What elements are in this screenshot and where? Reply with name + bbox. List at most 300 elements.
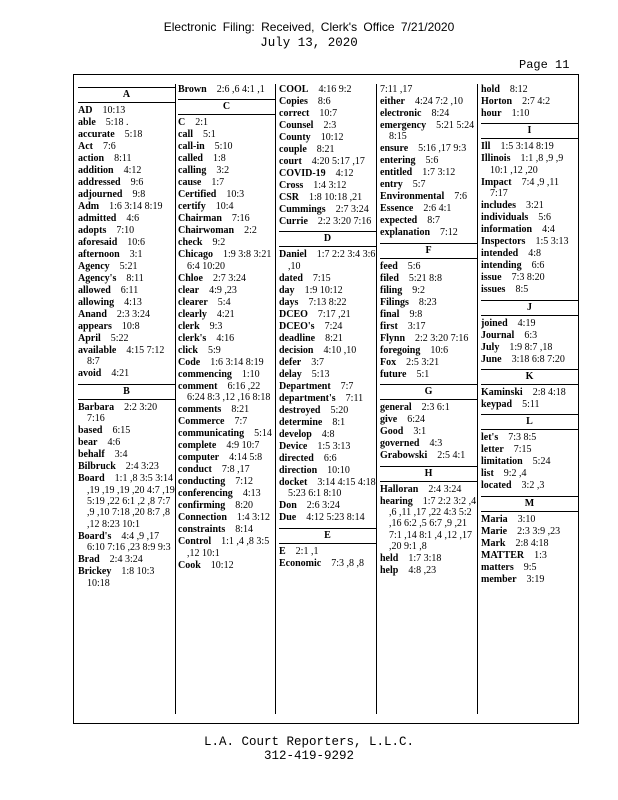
index-page-refs: 1:6 3:14 8:19 xyxy=(109,201,163,212)
index-page-refs: 3:19 xyxy=(526,573,545,585)
index-term: COVID-19 xyxy=(279,168,326,179)
index-term: Board xyxy=(78,473,105,485)
index-term: adjourned xyxy=(78,189,123,200)
index-term: Illinois xyxy=(481,153,511,165)
index-term: list xyxy=(481,468,494,480)
index-entry xyxy=(481,514,578,525)
index-entry xyxy=(178,369,275,380)
index-term: entry xyxy=(380,179,403,191)
index-term: Mark xyxy=(481,537,506,549)
index-entry xyxy=(78,309,175,320)
index-page-refs: 4:21 xyxy=(111,368,130,380)
index-term: COOL xyxy=(279,84,309,95)
index-entry xyxy=(279,546,376,557)
index-term: Good xyxy=(380,426,404,438)
index-term: based xyxy=(78,425,103,437)
index-term: Chairwoman xyxy=(178,225,235,237)
index-term: action xyxy=(78,153,105,164)
index-entry xyxy=(279,429,376,440)
index-term: Anand xyxy=(78,309,107,320)
index-page-refs: 1:10 xyxy=(241,368,260,380)
index-term: MATTER xyxy=(481,549,525,561)
index-entry xyxy=(481,84,578,95)
index-page-refs: 1:7 2:2 3:2 ,4 ,6 ,11 ,17 ,22 4:3 5:2 ,16 6:2 ,5 6:7 ,9 ,21 7:1 ,14 8:1 ,4 ,12 ,17 ,20 9:1 ,8 xyxy=(389,495,477,553)
index-term: Bilbruck xyxy=(78,461,116,473)
index-entry xyxy=(481,468,578,479)
index-term: ensure xyxy=(380,143,409,155)
index-page-refs: 4:8 xyxy=(321,428,335,440)
index-term: entering xyxy=(380,155,416,167)
index-letter-heading: F xyxy=(380,243,477,259)
index-term: Economic xyxy=(279,557,322,569)
index-entry xyxy=(380,273,477,284)
index-entry xyxy=(279,84,376,95)
index-entry xyxy=(380,309,477,320)
index-page-refs: 10:12 xyxy=(210,559,234,571)
index-term: Currie xyxy=(279,216,308,227)
index-term: Ill xyxy=(481,141,491,153)
index-entry xyxy=(178,560,275,571)
index-term: conducting xyxy=(178,476,226,488)
index-term: C xyxy=(178,117,186,129)
index-entry xyxy=(279,216,376,227)
index-term: clearly xyxy=(178,308,207,320)
index-letter-heading: L xyxy=(481,414,578,430)
index-page-refs: 3:1 xyxy=(413,426,427,438)
index-entry xyxy=(380,297,477,308)
index-entry xyxy=(279,500,376,511)
index-entry xyxy=(178,464,275,475)
index-term: member xyxy=(481,573,517,585)
index-term: destroyed xyxy=(279,404,321,416)
index-entry xyxy=(279,168,376,179)
index-term: call-in xyxy=(178,141,205,153)
index-page-refs: 6:15 xyxy=(112,425,131,437)
index-entry xyxy=(279,249,376,272)
index-page-refs: 6:24 xyxy=(407,414,425,426)
index-term: behalf xyxy=(78,449,105,461)
index-page-refs: 7:15 xyxy=(312,272,331,284)
index-page-refs: 7:8 ,17 xyxy=(221,464,250,476)
index-term: E xyxy=(279,545,286,557)
index-entry xyxy=(380,357,477,368)
index-page-refs: 1:7 2:2 3:4 3:6 ,10 xyxy=(288,249,376,272)
index-page-refs: 4:13 xyxy=(242,488,261,500)
index-page-refs: 1:8 10:18 ,21 xyxy=(309,192,363,203)
index-entry xyxy=(481,212,578,223)
index-term: either xyxy=(380,96,405,107)
index-entry xyxy=(178,381,275,404)
index-entry xyxy=(481,248,578,259)
index-entry xyxy=(380,450,477,461)
index-page-refs: 5:6 xyxy=(538,212,552,224)
index-term: Department xyxy=(279,380,331,392)
index-entry xyxy=(279,204,376,215)
index-entry xyxy=(279,333,376,344)
index-entry xyxy=(380,285,477,296)
index-term: days xyxy=(279,296,299,308)
index-letter-heading: D xyxy=(279,231,376,247)
index-term: Control xyxy=(178,536,212,548)
index-entry xyxy=(279,132,376,143)
index-term: Copies xyxy=(279,96,308,107)
index-entry xyxy=(178,476,275,487)
index-page-refs: 2:3 3:24 xyxy=(116,309,150,320)
index-letter-heading: C xyxy=(178,99,275,115)
index-term: Act xyxy=(78,141,93,152)
reporter-phone: 312-419-9292 xyxy=(263,749,354,763)
index-term: final xyxy=(380,308,400,320)
index-term: general xyxy=(380,402,412,414)
index-page-refs: 2:4 3:24 xyxy=(428,483,462,495)
index-term: Grabowski xyxy=(380,450,428,462)
index-page-refs: 4:8 xyxy=(528,248,542,260)
index-page-refs: 1:4 3:12 xyxy=(236,512,270,524)
index-page-refs: 1:5 3:13 xyxy=(535,236,569,248)
index-entry xyxy=(178,213,275,224)
index-term: Device xyxy=(279,440,308,452)
index-page-refs: 10:12 xyxy=(320,132,344,143)
index-page-refs: 7:17 ,21 xyxy=(317,308,351,320)
index-page-refs: 3:14 4:15 4:18 5:23 6:1 8:10 xyxy=(288,476,376,500)
index-term: correct xyxy=(279,108,310,119)
index-term: June xyxy=(481,353,502,365)
index-term: decision xyxy=(279,344,314,356)
index-entry xyxy=(78,425,175,436)
index-entry xyxy=(380,484,477,495)
index-page-refs: 4:14 5:8 xyxy=(229,452,263,464)
index-page-refs: 10:6 xyxy=(127,237,146,248)
index-entry xyxy=(178,273,275,284)
index-page-refs: 1:9 3:8 3:21 6:4 10:20 xyxy=(187,249,272,272)
index-page-refs: 3:21 xyxy=(526,200,544,212)
index-term: addition xyxy=(78,165,114,176)
index-page-refs: 4:12 xyxy=(123,165,142,176)
index-entry xyxy=(380,108,477,119)
index-page-refs: 2:2 3:20 7:16 xyxy=(317,216,372,227)
index-entry xyxy=(78,201,175,212)
index-entry xyxy=(78,153,175,164)
index-page-refs: 5:18 . xyxy=(105,117,129,128)
index-page-refs: 9:2 xyxy=(412,284,426,296)
index-page-refs: 2:3 3:9 ,23 xyxy=(517,525,561,537)
index-page-refs: 7:24 xyxy=(324,320,343,332)
index-term: intended xyxy=(481,248,519,260)
index-term: feed xyxy=(380,260,398,272)
index-entry xyxy=(178,297,275,308)
index-term: Connection xyxy=(178,512,227,524)
index-term: Brown xyxy=(178,84,207,95)
index-page-refs: 3:7 xyxy=(311,356,324,368)
index-letter-heading: I xyxy=(481,123,578,139)
index-page-refs: 4:15 7:12 8:7 xyxy=(87,345,165,368)
index-entry xyxy=(279,558,376,569)
index-entry xyxy=(279,441,376,452)
index-term: April xyxy=(78,333,101,344)
index-entry xyxy=(279,369,376,380)
index-entry xyxy=(481,387,578,398)
index-column-3 xyxy=(279,84,377,714)
index-letter-heading: J xyxy=(481,300,578,316)
index-page-refs: 2:2 3:20 7:16 xyxy=(87,401,158,425)
index-entry xyxy=(78,117,175,128)
index-entry xyxy=(78,402,175,425)
index-entry xyxy=(380,227,477,238)
index-entry xyxy=(178,285,275,296)
index-page-refs: 10:8 xyxy=(121,321,140,332)
index-page-refs: 9:2 ,4 xyxy=(503,468,527,480)
index-term: Cook xyxy=(178,559,201,571)
index-page-refs: 10:13 xyxy=(102,105,126,116)
index-letter-heading: K xyxy=(481,369,578,385)
index-term: Fox xyxy=(380,356,397,368)
index-letter-heading: H xyxy=(380,466,477,482)
index-term: first xyxy=(380,320,398,332)
index-page-refs: 4:12 xyxy=(335,168,354,179)
index-entry xyxy=(178,536,275,559)
index-term: Code xyxy=(178,356,201,368)
index-page-refs: 10:7 xyxy=(319,108,338,119)
index-page-refs: 8:21 xyxy=(231,404,250,416)
index-page-refs: 1:1 ,8 ,9 ,9 10:1 ,12 ,20 xyxy=(490,153,564,176)
index-page-refs: 7:6 xyxy=(454,191,468,203)
index-term: direction xyxy=(279,464,318,476)
index-page-refs: 1:9 8:7 ,18 xyxy=(509,341,553,353)
index-entry xyxy=(380,369,477,380)
index-term: Flynn xyxy=(380,332,406,344)
index-page-refs: 2:4 3:23 xyxy=(125,461,159,473)
index-entry xyxy=(279,273,376,284)
index-entry xyxy=(178,84,275,95)
index-page-refs: 8:5 xyxy=(515,284,529,296)
index-entry xyxy=(279,297,376,308)
index-entry xyxy=(481,550,578,561)
index-letter-heading: G xyxy=(380,384,477,400)
index-term: Brad xyxy=(78,554,100,566)
index-page-refs: 2:7 4:2 xyxy=(522,96,551,107)
index-term: appears xyxy=(78,321,112,332)
index-column-1 xyxy=(78,84,176,714)
index-page-refs: 4:4 xyxy=(542,224,555,236)
index-page-refs: 7:7 xyxy=(234,416,248,428)
index-entry xyxy=(178,249,275,272)
index-page-refs: 4:21 xyxy=(216,308,235,320)
index-page-refs: 4:4 ,9 ,17 6:10 7:16 ,23 8:9 9:3 xyxy=(87,530,171,554)
index-page-refs: 1:1 ,4 ,8 3:5 ,12 10:1 xyxy=(187,536,270,559)
index-entry xyxy=(481,260,578,271)
index-entry xyxy=(78,177,175,188)
index-term: Don xyxy=(279,500,297,512)
index-page-refs: 5:20 xyxy=(330,404,349,416)
index-entry xyxy=(380,426,477,437)
index-term: filing xyxy=(380,284,403,296)
index-term: joined xyxy=(481,317,508,329)
index-page-refs: 4:10 ,10 xyxy=(323,344,357,356)
index-term: computer xyxy=(178,452,220,464)
index-entry xyxy=(178,189,275,200)
index-page-refs: 8:6 xyxy=(317,96,331,107)
index-page-refs: 7:10 xyxy=(116,225,135,236)
index-entry xyxy=(78,449,175,460)
index-term: July xyxy=(481,341,500,353)
index-page-refs: 5:1 xyxy=(416,368,430,380)
index-page-refs: 7:15 xyxy=(513,444,532,456)
index-page-refs: 7:3 ,8 ,8 xyxy=(331,557,364,569)
index-entry xyxy=(380,321,477,332)
index-entry xyxy=(380,96,477,107)
index-page-refs: 10:6 xyxy=(430,344,449,356)
page-footer xyxy=(0,735,618,763)
index-page-refs: 1:1 ,8 3:5 3:14 ,19 ,19 ,19 ,20 4:7 ,19 5:19 ,22 6:1 ,2 ,8 7:7 ,9 ,10 7:18 ,20 8:7 ,8 ,12 8:23 10:1 xyxy=(87,473,175,530)
index-entry xyxy=(178,309,275,320)
index-page-refs: 3:2 ,3 xyxy=(521,480,545,492)
index-term: Cummings xyxy=(279,204,326,215)
index-column-5 xyxy=(481,84,578,714)
index-term: held xyxy=(380,553,399,565)
index-term: conduct xyxy=(178,464,212,476)
index-entry xyxy=(279,357,376,368)
index-page-refs: 5:21 xyxy=(119,261,138,272)
index-entry xyxy=(178,129,275,140)
index-page-refs: 4:9 ,23 xyxy=(209,284,237,296)
index-entry xyxy=(380,215,477,226)
index-page-refs: 1:8 xyxy=(213,153,226,165)
index-page-refs: 5:24 xyxy=(532,456,551,468)
index-term: deadline xyxy=(279,332,316,344)
index-entry xyxy=(481,342,578,353)
index-term: CSR xyxy=(279,192,300,203)
index-term: available xyxy=(78,345,117,356)
index-entry xyxy=(178,165,275,176)
index-entry xyxy=(380,438,477,449)
index-entry xyxy=(481,224,578,235)
index-entry xyxy=(279,120,376,131)
index-page-refs: 8:7 xyxy=(427,215,440,227)
index-term: AD xyxy=(78,105,93,116)
index-page-refs: 1:8 10:3 10:18 xyxy=(87,566,155,589)
index-entry xyxy=(78,285,175,296)
index-term: DCEO's xyxy=(279,320,315,332)
index-term: issue xyxy=(481,272,502,284)
index-term: Environmental xyxy=(380,191,445,203)
index-page-refs: 8:1 xyxy=(332,416,346,428)
index-entry xyxy=(380,414,477,425)
index-page-refs: 3:2 xyxy=(216,165,230,177)
index-entry xyxy=(380,143,477,154)
index-page-refs: 10:3 xyxy=(226,189,245,201)
index-page-refs: 6:6 xyxy=(323,452,337,464)
index-term: hour xyxy=(481,108,502,119)
index-entry xyxy=(481,562,578,573)
index-entry xyxy=(279,144,376,155)
index-entry xyxy=(481,108,578,119)
index-term: avoid xyxy=(78,368,102,380)
index-page-refs: 5:4 xyxy=(217,296,231,308)
index-term: Cross xyxy=(279,180,304,191)
index-page-refs: 5:1 xyxy=(203,129,216,141)
index-entry xyxy=(380,333,477,344)
index-page-refs: 2:8 4:18 xyxy=(515,537,549,549)
index-page-refs: 2:6 4:1 xyxy=(423,203,452,215)
index-term: clerk's xyxy=(178,332,207,344)
index-page-refs: 8:14 xyxy=(235,524,254,536)
index-entry xyxy=(279,465,376,476)
index-page-refs: 3:10 xyxy=(517,513,536,525)
index-entry xyxy=(279,321,376,332)
index-page-refs: 5:22 xyxy=(110,333,129,344)
index-entry xyxy=(481,574,578,585)
index-entry xyxy=(279,345,376,356)
index-page-refs: 3:4 xyxy=(114,449,128,461)
index-term: Halloran xyxy=(380,483,419,495)
index-page-refs: 4:8 ,23 xyxy=(408,565,437,577)
index-term: docket xyxy=(279,476,308,488)
index-term: matters xyxy=(481,561,514,573)
index-page-refs: 2:3 6:1 xyxy=(421,402,450,414)
index-page-refs: 7:16 xyxy=(231,213,250,225)
index-term: Chicago xyxy=(178,249,213,261)
index-page-refs: 1:4 3:12 xyxy=(313,180,347,191)
index-entry xyxy=(178,428,275,439)
index-term: future xyxy=(380,368,407,380)
index-entry xyxy=(178,177,275,188)
index-term: Chairman xyxy=(178,213,222,225)
index-term: directed xyxy=(279,452,314,464)
index-term: information xyxy=(481,224,533,236)
index-page-refs: 8:21 xyxy=(325,332,343,344)
index-term: Adm xyxy=(78,201,100,212)
index-term: Chloe xyxy=(178,272,203,284)
index-term: clearer xyxy=(178,296,208,308)
index-page-refs: 7:12 xyxy=(440,227,458,239)
index-entry xyxy=(481,526,578,537)
index-term: bear xyxy=(78,437,98,449)
index-term: clerk xyxy=(178,320,200,332)
index-page-refs: 4:16 9:2 xyxy=(318,84,352,95)
index-term: give xyxy=(380,414,398,426)
index-entry xyxy=(78,368,175,379)
index-page-refs: 6:11 xyxy=(120,285,139,296)
index-entry xyxy=(178,225,275,236)
index-entry xyxy=(78,189,175,200)
index-entry xyxy=(78,129,175,140)
index-page-refs: 9:6 xyxy=(130,177,144,188)
index-page-refs: 5:9 xyxy=(208,344,221,356)
index-entry xyxy=(178,488,275,499)
index-entry xyxy=(481,200,578,211)
index-term: addressed xyxy=(78,177,121,188)
index-page-refs: 1:3 xyxy=(534,549,547,561)
index-term: help xyxy=(380,565,399,577)
index-entry xyxy=(279,453,376,464)
index-page-refs: 2:4 3:24 xyxy=(109,554,143,566)
index-entry xyxy=(481,399,578,410)
index-entry xyxy=(380,179,477,190)
index-term: allowed xyxy=(78,285,111,296)
index-entry xyxy=(279,180,376,191)
index-term: limitation xyxy=(481,456,523,468)
index-term: Commerce xyxy=(178,416,225,428)
index-entry xyxy=(178,512,275,523)
index-term: Board's xyxy=(78,530,112,542)
index-term: entitled xyxy=(380,167,413,179)
index-term: expected xyxy=(380,215,418,227)
index-term: defer xyxy=(279,356,302,368)
index-term: called xyxy=(178,153,203,165)
index-term: issues xyxy=(481,284,506,296)
index-entry xyxy=(78,273,175,284)
index-term: letter xyxy=(481,444,504,456)
